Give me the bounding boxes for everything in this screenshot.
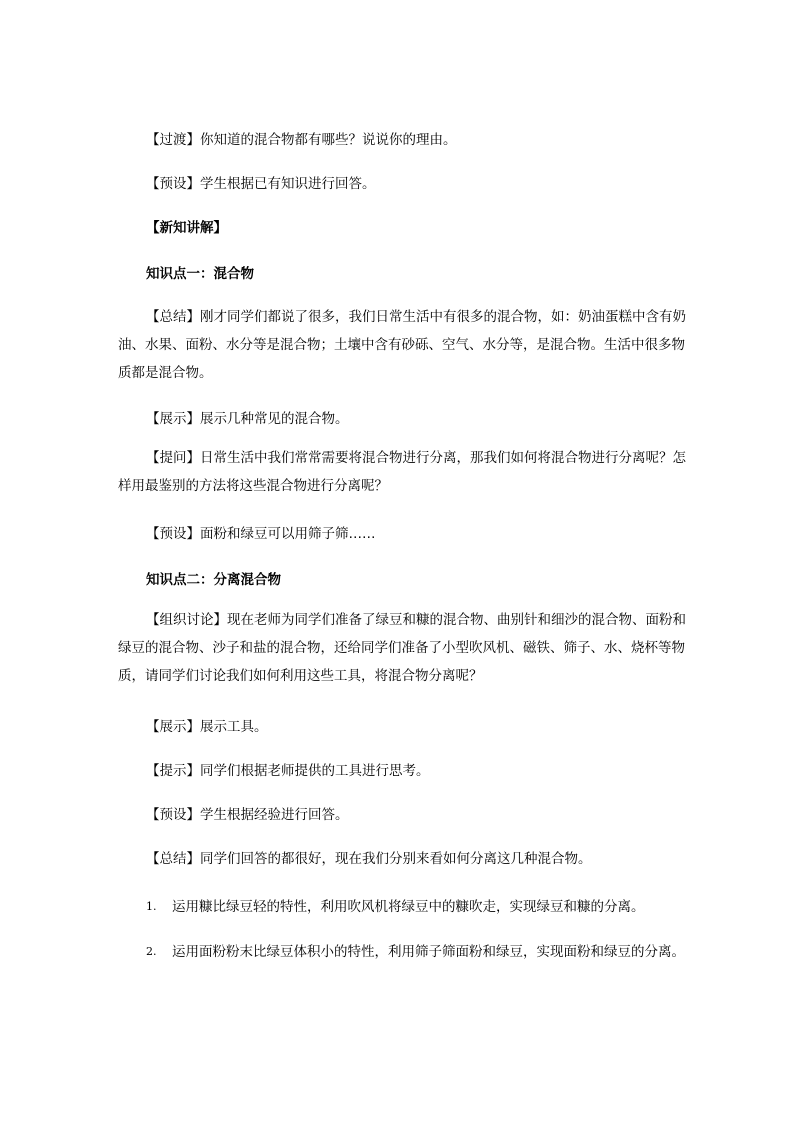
list-number: 1.: [146, 900, 157, 913]
paragraph-question: 【提问】日常生活中我们常常需要将混合物进行分离，那我们如何将混合物进行分离呢？怎样用最鉴别的方法将这些混合物进行分离呢？: [118, 450, 686, 494]
list-item: [146, 893, 686, 921]
list-item: [146, 938, 686, 966]
paragraph-preset-3: 【预设】学生根据经验进行回答。: [146, 807, 349, 823]
paragraph-transition: 【过渡】你知道的混合物都有哪些？说说你的理由。: [146, 132, 457, 148]
paragraph-preset-2: 【预设】面粉和绿豆可以用筛子筛……: [146, 526, 376, 542]
paragraph-preset-1: 【预设】学生根据已有知识进行回答。: [146, 176, 376, 192]
paragraph-show-2: 【展示】展示工具。: [146, 719, 268, 735]
list-number: 2.: [146, 945, 157, 958]
list-text: 运用糠比绿豆轻的特性，利用吹风机将绿豆中的糠吹走，实现绿豆和糠的分离。: [172, 899, 645, 915]
paragraph-discussion: 【组织讨论】现在老师为同学们准备了绿豆和糠的混合物、曲别针和细沙的混合物、面粉和绿豆的混合物、沙子和盐的混合物，还给同学们准备了小型吹风机、磁铁、筛子、水、烧杯等物质，请同学们讨论我们如何利用这些工具，将混合物分离呢？: [118, 612, 686, 684]
knowledge-point-1-heading: 知识点一：混合物: [146, 266, 254, 282]
paragraph-summary-1: 【总结】刚才同学们都说了很多，我们日常生活中有很多的混合物，如：奶油蛋糕中含有奶油、水果、面粉、水分等是混合物；土壤中含有砂砾、空气、水分等，是混合物。生活中很多物质都是混合物。: [118, 309, 686, 381]
section-heading-new-knowledge: 【新知讲解】: [146, 220, 227, 236]
paragraph-hint: 【提示】同学们根据老师提供的工具进行思考。: [146, 763, 430, 779]
paragraph-show-1: 【展示】展示几种常见的混合物。: [146, 411, 349, 427]
paragraph-summary-2: 【总结】同学们回答的都很好，现在我们分别来看如何分离这几种混合物。: [146, 851, 592, 867]
list-text: 运用面粉粉末比绿豆体积小的特性，利用筛子筛面粉和绿豆，实现面粉和绿豆的分离。: [172, 944, 685, 960]
knowledge-point-2-heading: 知识点二：分离混合物: [146, 572, 281, 588]
